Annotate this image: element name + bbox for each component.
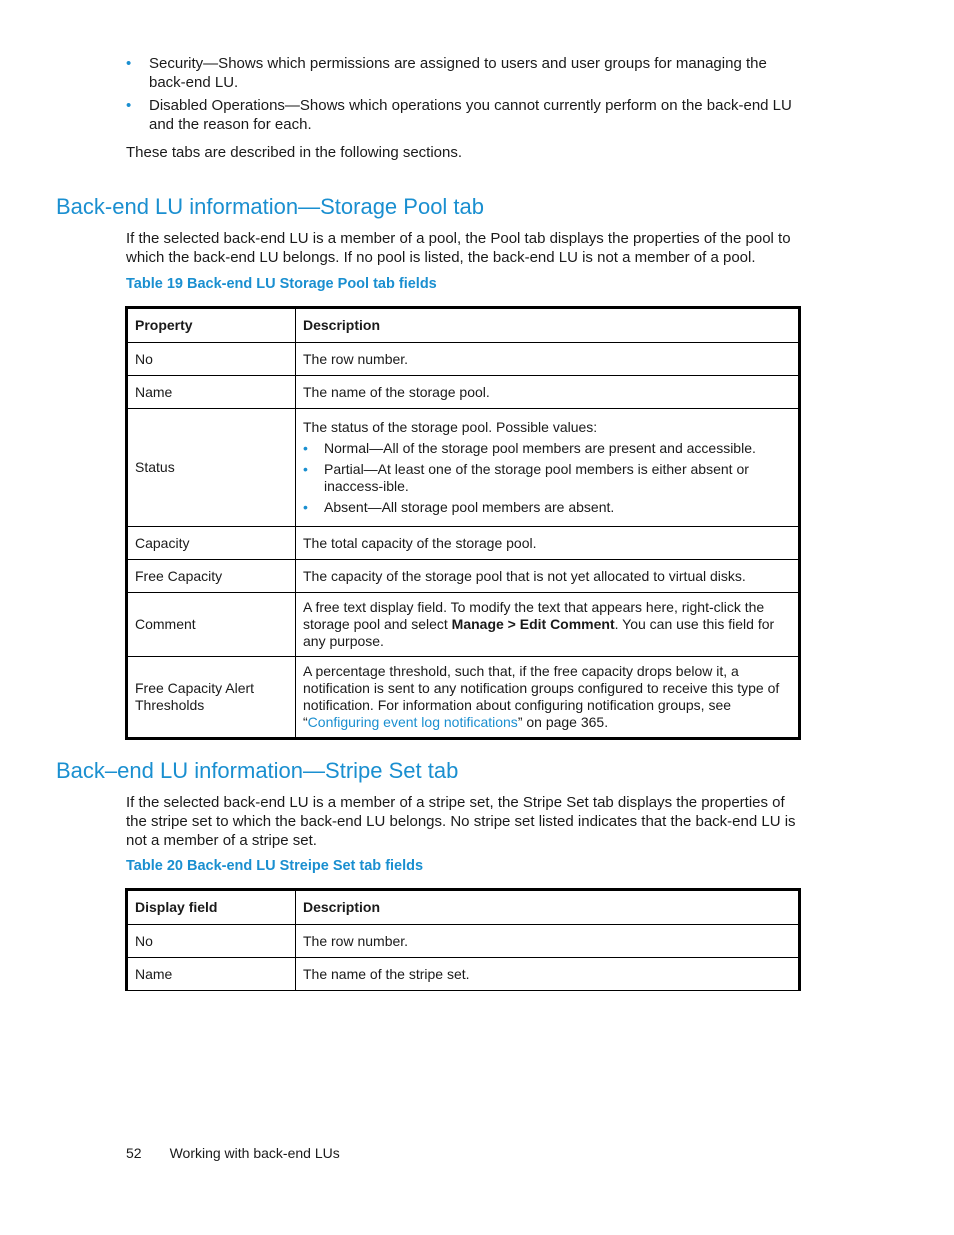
column-header-description: Description xyxy=(296,890,800,925)
intro-bullet-item: • Security—Shows which permissions are assigned to users and user groups for managing the back-end LU. xyxy=(126,55,767,91)
description-cell: The name of the storage pool. xyxy=(296,376,800,409)
column-header-display-field: Display field xyxy=(127,890,296,925)
bullet-icon: • xyxy=(303,499,308,515)
table-row xyxy=(127,343,800,376)
description-cell: A percentage threshold, such that, if the free capacity drops below it, a notification is sent to any notification groups configured to receive this type of notification. For information about configuring notification groups, see “Configuring event log notifications” on page 365. xyxy=(296,657,800,739)
stripe-set-fields-table xyxy=(125,888,801,991)
menu-path-text: Manage > Edit Comment xyxy=(451,616,615,632)
section-paragraph-stripe-set: If the selected back-end LU is a member of a stripe set, the Stripe Set tab displays the properties of the stripe set to which the back-end LU belongs. No stripe set listed indicates that the back-end LU is not a member of a stripe set. xyxy=(126,794,796,849)
table-header-row xyxy=(127,890,800,925)
property-cell: Free Capacity Alert Thresholds xyxy=(127,657,296,739)
description-cell: The total capacity of the storage pool. xyxy=(296,527,800,560)
configuring-event-log-notifications-link[interactable]: Configuring event log notifications xyxy=(307,714,518,730)
property-cell: Name xyxy=(127,958,296,991)
property-cell: No xyxy=(127,925,296,958)
storage-pool-fields-table xyxy=(125,306,801,740)
table-caption-19: Table 19 Back-end LU Storage Pool tab fields xyxy=(126,276,437,292)
property-cell: Comment xyxy=(127,593,296,657)
column-header-description: Description xyxy=(296,308,800,343)
table-row xyxy=(127,560,800,593)
property-cell: Name xyxy=(127,376,296,409)
table-row xyxy=(127,409,800,527)
description-cell: The capacity of the storage pool that is not yet allocated to virtual disks. xyxy=(296,560,800,593)
bullet-icon: • xyxy=(303,461,308,477)
table-row xyxy=(127,657,800,739)
section-heading-storage-pool: Back-end LU information—Storage Pool tab xyxy=(56,194,485,219)
status-value-item: • Normal—All of the storage pool members are present and accessible. xyxy=(303,440,756,456)
table-caption-20: Table 20 Back-end LU Streipe Set tab fields xyxy=(126,858,424,874)
property-cell: No xyxy=(127,343,296,376)
description-cell: The name of the stripe set. xyxy=(296,958,800,991)
intro-bullet-item: • Disabled Operations—Shows which operations you cannot currently perform on the back-end LU and the reason for each. xyxy=(126,97,792,133)
table-row xyxy=(127,593,800,657)
property-cell: Free Capacity xyxy=(127,560,296,593)
column-header-property: Property xyxy=(127,308,296,343)
table-row xyxy=(127,527,800,560)
description-text: The status of the storage pool. Possible values: xyxy=(303,419,598,435)
page-footer xyxy=(126,1145,340,1161)
intro-paragraph: These tabs are described in the following sections. xyxy=(126,144,463,161)
status-value-item: • Partial—At least one of the storage pool members is either absent or inaccess-ible. xyxy=(303,461,749,494)
bullet-icon: • xyxy=(126,55,132,72)
section-paragraph-storage-pool: If the selected back-end LU is a member of a pool, the Pool tab displays the properties of the pool to which the back-end LU belongs. If no pool is listed, the back-end LU is not a member of a pool. xyxy=(126,230,791,266)
property-cell: Status xyxy=(127,409,296,527)
intro-bullet-list xyxy=(126,54,806,138)
description-cell xyxy=(296,409,800,527)
bullet-icon: • xyxy=(126,97,132,114)
table-row xyxy=(127,958,800,991)
table-header-row xyxy=(127,308,800,343)
table-row xyxy=(127,376,800,409)
description-cell: A free text display field. To modify the text that appears here, right-click the storage pool and select Manage > Edit Comment. You can use this field for any purpose. xyxy=(296,593,800,657)
chapter-title: Working with back-end LUs xyxy=(169,1145,340,1161)
table-row xyxy=(127,925,800,958)
description-cell: The row number. xyxy=(296,925,800,958)
status-value-item: • Absent—All storage pool members are absent. xyxy=(303,499,615,515)
property-cell: Capacity xyxy=(127,527,296,560)
page-number: 52 xyxy=(126,1145,142,1161)
description-cell: The row number. xyxy=(296,343,800,376)
section-heading-stripe-set: Back–end LU information—Stripe Set tab xyxy=(56,758,459,783)
bullet-icon: • xyxy=(303,440,308,456)
